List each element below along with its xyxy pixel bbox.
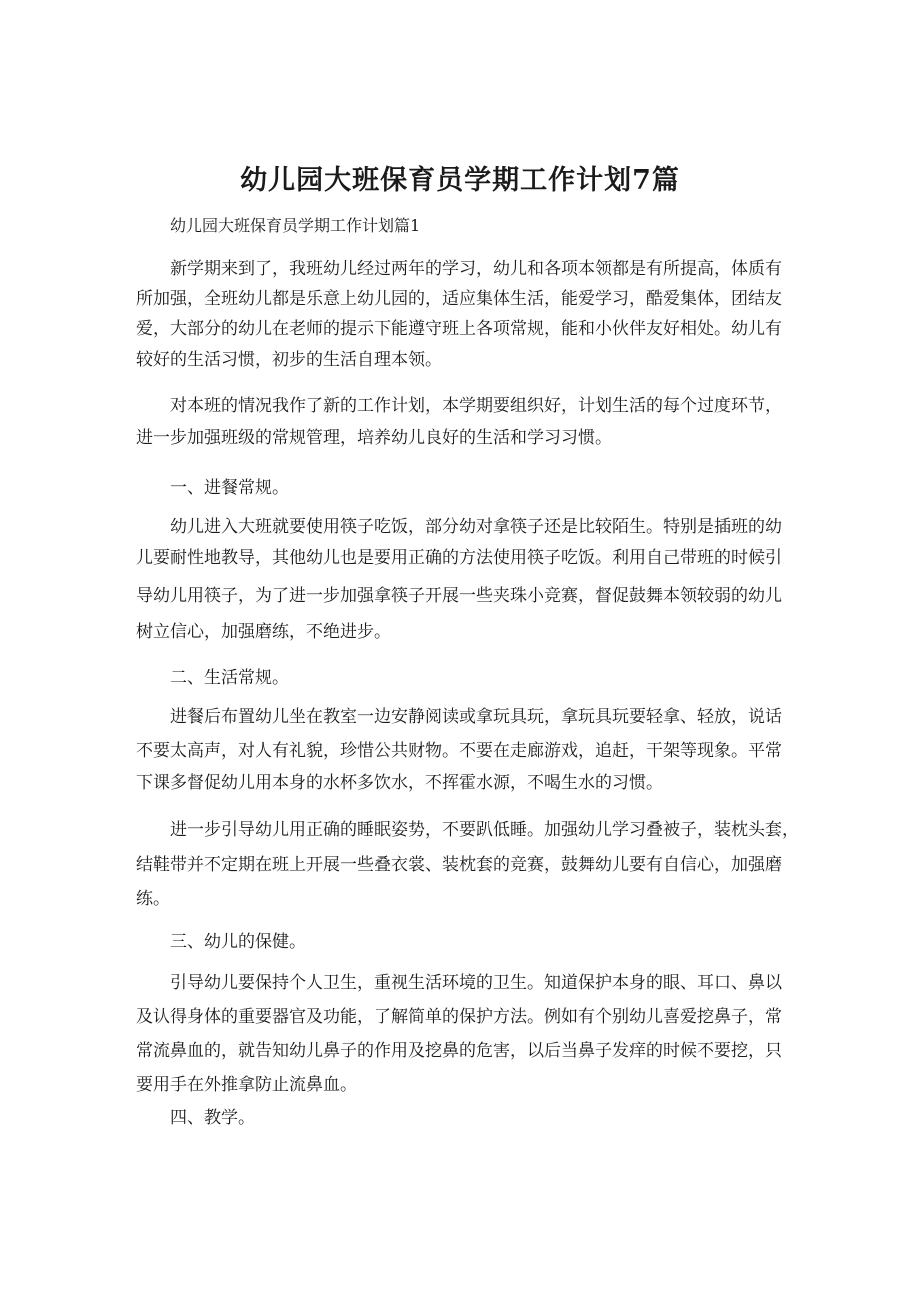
paragraph-line: 进餐后布置幼儿坐在教室一边安静阅读或拿玩具玩，拿玩具玩要轻拿、轻放，说话 — [170, 707, 782, 727]
paragraph-line: 引导幼儿要保持个人卫生，重视生活环境的卫生。知道保护本身的眼、耳口、鼻以 — [170, 973, 782, 993]
paragraph-line: 新学期来到了，我班幼儿经过两年的学习，幼儿和各项本领都是有所提高，体质有 — [170, 259, 782, 279]
paragraph-line: 爱，大部分的幼儿在老师的提示下能遵守班上各项常规，能和小伙伴友好相处。幼儿有 — [136, 319, 782, 339]
section-heading: 二、生活常规。 — [170, 668, 289, 688]
paragraph-line: 对本班的情况我作了新的工作计划，本学期要组织好，计划生活的每个过度环节， — [170, 396, 782, 416]
document-title: 幼儿园大班保育员学期工作计划7篇 — [240, 165, 680, 196]
paragraph-line: 结鞋带并不定期在班上开展一些叠衣裳、装枕套的竞赛，鼓舞幼儿要有自信心，加强磨 — [136, 855, 782, 875]
section-heading: 四、教学。 — [170, 1108, 255, 1128]
paragraph-line: 常流鼻血的，就告知幼儿鼻子的作用及挖鼻的危害，以后当鼻子发痒的时候不要挖，只 — [136, 1041, 782, 1061]
section-subtitle: 幼儿园大班保育员学期工作计划篇1 — [170, 216, 421, 235]
paragraph-line: 进一步引导幼儿用正确的睡眠姿势，不要趴低睡。加强幼儿学习叠被子，装枕头套， — [170, 820, 799, 840]
paragraph-line: 练。 — [136, 889, 170, 909]
paragraph-line: 进一步加强班级的常规管理，培养幼儿良好的生活和学习习惯。 — [136, 428, 612, 448]
paragraph-line: 要用手在外推拿防止流鼻血。 — [136, 1075, 357, 1095]
paragraph-line: 儿要耐性地教导，其他幼儿也是要用正确的方法使用筷子吃饭。利用自己带班的时候引 — [136, 548, 782, 568]
paragraph-line: 不要太高声，对人有礼貌，珍惜公共财物。不要在走廊游戏，追赶，干架等现象。平常 — [136, 741, 782, 761]
paragraph-line: 及认得身体的重要器官及功能，了解简单的保护方法。例如有个别幼儿喜爱挖鼻子，常 — [136, 1007, 782, 1027]
paragraph-line: 幼儿进入大班就要使用筷子吃饭，部分幼对拿筷子还是比较陌生。特别是插班的幼 — [170, 517, 782, 537]
paragraph-line: 导幼儿用筷子，为了进一步加强拿筷子开展一些夹珠小竞赛，督促鼓舞本领较弱的幼儿 — [136, 586, 782, 606]
paragraph-line: 下课多督促幼儿用本身的水杯多饮水，不挥霍水源，不喝生水的习惯。 — [136, 773, 663, 793]
paragraph-line: 所加强，全班幼儿都是乐意上幼儿园的，适应集体生活，能爱学习，酷爱集体，团结友 — [136, 289, 782, 309]
paragraph-line: 较好的生活习惯，初步的生活自理本领。 — [136, 350, 442, 370]
paragraph-line: 树立信心，加强磨练，不绝进步。 — [136, 622, 391, 642]
section-heading: 三、幼儿的保健。 — [170, 932, 306, 952]
section-heading: 一、进餐常规。 — [170, 478, 289, 498]
